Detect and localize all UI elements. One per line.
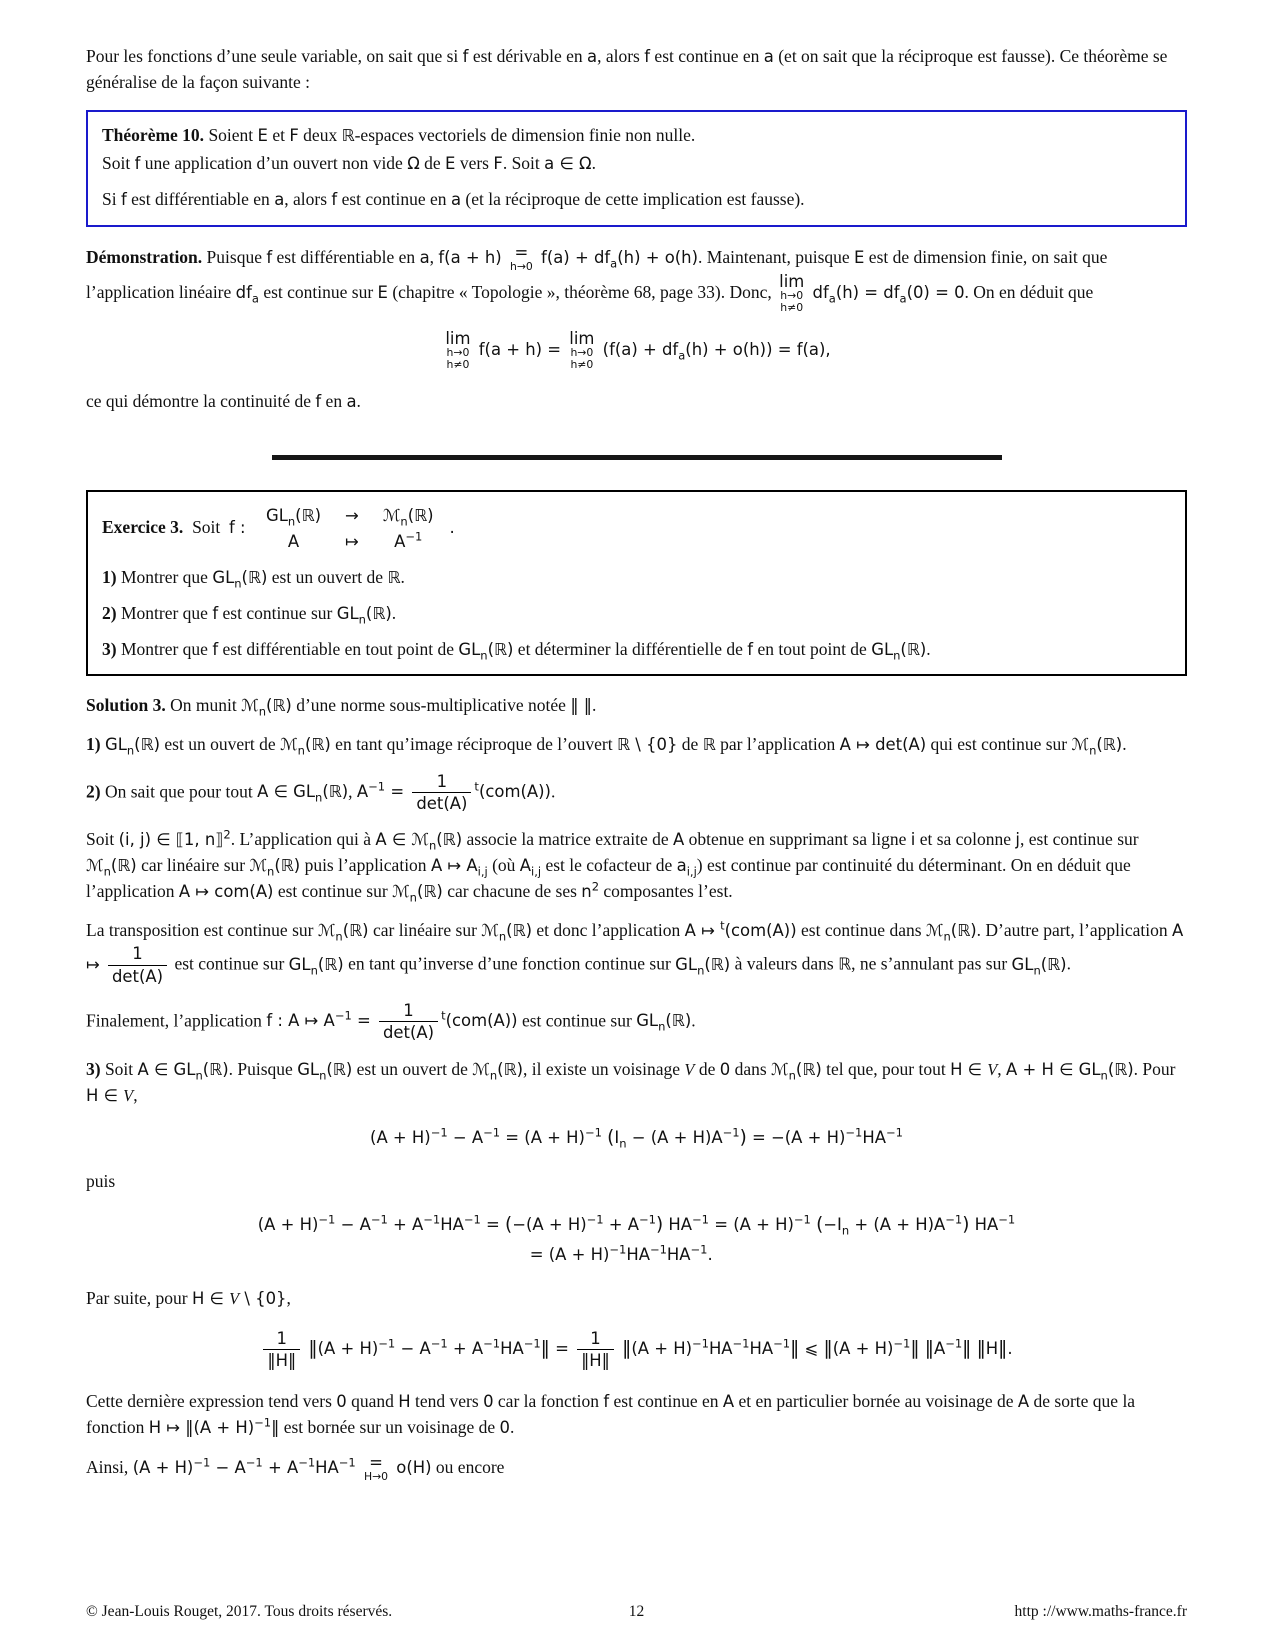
puis-text: puis — [86, 1171, 116, 1192]
footer-url[interactable]: http ://www.maths-france.fr — [1014, 1603, 1187, 1621]
equation-expansion-line-2: = $(A + H)^{-1}HA^{-1}HA^{-1}$. — [529, 1242, 713, 1265]
solution-part-2: 2) On sait que pour tout A ∈ $GL_n(ℝ)$, $A^{-1}$ = $\frac{1}{\det(A)}$ $^t$(com(A)). — [86, 771, 556, 814]
par-suite-text: Par suite, pour H ∈ V \ {0}, — [86, 1287, 291, 1308]
equation-norm-bound: $\frac{1}{‖H‖}$ ‖(A + $H)^{-1} - A^{-1}$ + $A^{-1}HA^{-1}‖$ = $\frac{1}{‖H‖}$ ‖(A + $H)^{-1}HA^{-1}HA^{-1}‖$ ⩽ ‖(A + H)$^{-1}$‖ $‖A^{-1}‖$ ‖H‖. — [86, 1328, 1187, 1372]
demonstration-equation: lim h→0 h≠0 f(a + h) = lim h→0 h≠0 $(f(a) + df_a(h) + o(h)) = f(a)$, — [445, 328, 831, 372]
equation-expansion-line-1: $(A + H)^{-1} - A^{-1} + A^{-1}HA^{-1} = (-(A + H)^{-1} + A^{-1})$ $HA^{-1} = (A + H)^{-1}$ $(-I_n + (A + H)A^{-1})$ $HA^{-1}$ — [257, 1212, 1016, 1238]
theorem-line-3: Si f est différentiable en a, alors f est continue en a (et la réciproque de cette implication est fausse). — [102, 188, 805, 209]
boundedness-paragraph: Cette dernière expression tend vers 0 quand H tend vers 0 car la fonction f est continue en A et en particulier bornée au voisinage de A de sorte que la fonction H ↦ ‖(A + H)$^{-1}$‖ est bornée sur un voisinage de 0. — [86, 1391, 1136, 1438]
solution-intro: Solution 3. On munit ℳ$_n$(ℝ) d’une norme sous-multiplicative notée ‖ ‖. — [86, 695, 597, 719]
demonstration-paragraph: Démonstration. Puisque f est différentiable en a, f(a + h) = h→0 $f(a) + df_a(h) + o(h)$. Maintenant, puisque E est de dimension finie, on sait que l’application linéaire $df_a$ est continue sur E (chapitre « Topologie », théorème 68, page 33). Donc, lim h→0 h≠0 $df_a(h) = df_a(0) = 0$. On en déduit que — [86, 242, 1108, 314]
exercise-item-2: 2) Montrer que f est continue sur $GL_n(ℝ)$. — [102, 602, 397, 627]
intro-paragraph: Pour les fonctions d’une seule variable, on sait que si f est dérivable en a, alors f est continue en a (et on sait que la réciproque est fausse). Ce théorème se généralise de la façon suivante : — [86, 46, 1168, 92]
solution-transposition-paragraph: La transposition est continue sur ℳ$_n$(ℝ) car linéaire sur ℳ$_n$(ℝ) et donc l’application A ↦ $^t$(com(A)) est continue dans ℳ$_n$(ℝ). D’autre part, l’application A ↦ $\frac{1}{\det(A)}$ est continue sur $GL_n(ℝ)$ en tant qu’inverse d’une fonction continue sur $GL_n(ℝ)$ à valeurs dans ℝ, ne s’annulant pas sur $GL_n(ℝ)$. — [86, 918, 1184, 986]
theorem-box — [86, 110, 1187, 226]
equation-expansion — [86, 1211, 1187, 1268]
solution-continuity-conclusion: Finalement, l’application f : A ↦ $A^{-1}$ = $\frac{1}{\det(A)}$ $^t$(com(A)) est continue sur $GL_n(ℝ)$. — [86, 1001, 696, 1043]
solution-part-3: 3) Soit A ∈ $GL_n(ℝ)$. Puisque $GL_n(ℝ)$ est un ouvert de ℳ$_n$(ℝ), il existe un voisinage V de 0 dans ℳ$_n$(ℝ) tel que, pour tout H ∈ V, A + H ∈ $GL_n(ℝ)$. Pour H ∈ V, — [86, 1058, 1176, 1105]
section-divider-rule — [272, 455, 1002, 460]
footer-page-number: 12 — [628, 1603, 645, 1621]
solution-part-1: 1) $GL_n(ℝ)$ est un ouvert de ℳ$_n$(ℝ) en tant qu’image réciproque de l’ouvert ℝ \ {0} de ℝ par l’application A ↦ det(A) qui est continue sur ℳ$_n$(ℝ). — [86, 734, 1127, 758]
exercise-item-1: 1) Montrer que $GL_n(ℝ)$ est un ouvert de ℝ. — [102, 567, 405, 591]
solution-cofactor-paragraph: Soit (i, j) ∈ ⟦1, n⟧$^2$. L’application qui à A ∈ ℳ$_n$(ℝ) associe la matrice extraite de A obtenue en supprimant sa ligne i et sa colonne j, est continue sur ℳ$_n$(ℝ) car linéaire sur ℳ$_n$(ℝ) puis l’application A ↦ $A_{i,j}$ (où $A_{i,j}$ est le cofacteur de $a_{i,j}$) est continue par continuité du déterminant. On en déduit que l’application A ↦ com(A) est continue sur ℳ$_n$(ℝ) car chacune de ses $n^2$ composantes l’est. — [86, 828, 1139, 905]
equation-expansion-block — [258, 1211, 1015, 1268]
footer-copyright: © Jean-Louis Rouget, 2017. Tous droits réservés. — [86, 1603, 393, 1621]
theorem-line-1: Théorème 10. Soient E et F deux ℝ-espaces vectoriels de dimension finie non nulle. — [102, 125, 696, 146]
page-footer — [86, 1601, 1187, 1624]
equation-difference: $(A + H)^{-1} - A^{-1} = (A + H)^{-1}$ $(I_n - (A + H)A^{-1}) = -(A + H)^{-1}HA^{-1}$ — [370, 1125, 903, 1151]
exercise-item-3: 3) Montrer que f est différentiable en tout point de $GL_n(ℝ)$ et déterminer la différentielle de f en tout point de $GL_n(ℝ)$. — [102, 638, 931, 662]
exercise-statement: Exercice 3. Soit f : $GL_n(ℝ)$ → ℳ$_n$(ℝ) A ↦ $A^{-1}$ . — [102, 505, 455, 551]
demonstration-conclusion: ce qui démontre la continuité de f en a. — [86, 391, 361, 412]
exercise-box — [86, 490, 1187, 677]
ainsi-paragraph: Ainsi, $(A + H)^{-1} - A^{-1} + A^{-1}HA^{-1}$ = H→0 o(H) ou encore — [86, 1452, 505, 1484]
theorem-line-2: Soit f une application d’un ouvert non vide Ω de E vers F. Soit a ∈ Ω. — [102, 153, 596, 174]
